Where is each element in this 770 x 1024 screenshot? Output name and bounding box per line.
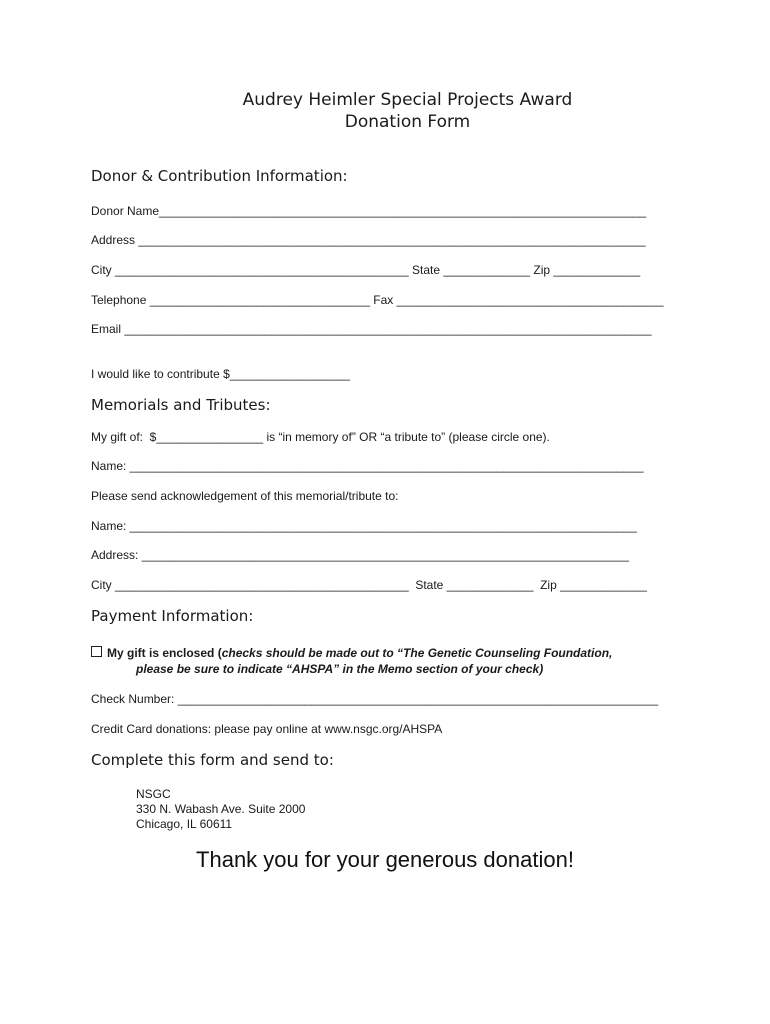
mailing-address-line: Chicago, IL 60611	[136, 817, 233, 831]
ack-address-field[interactable]: Address: _________________________________________________________________________	[91, 548, 629, 562]
memorial-name-field[interactable]: Name: _____________________________________________________________________________	[91, 459, 644, 473]
credit-card-note: Credit Card donations: please pay online at www.nsgc.org/AHSPA	[91, 722, 443, 736]
contribution-amount-field[interactable]: I would like to contribute $__________________	[91, 367, 350, 381]
form-title: Audrey Heimler Special Projects Award	[242, 90, 573, 110]
gift-enclosed-note: please be sure to indicate “AHSPA” in the Memo section of your check)	[136, 662, 544, 676]
city-state-zip-field[interactable]: City ____________________________________________ State _____________ Zip _____________	[91, 263, 641, 277]
gift-of-field[interactable]: My gift of: $________________ is “in memory of” OR “a tribute to” (please circle one).	[91, 430, 550, 444]
payment-section-heading: Payment Information:	[91, 607, 254, 625]
email-field[interactable]: Email _______________________________________________________________________________	[91, 322, 652, 336]
mailing-address-line: 330 N. Wabash Ave. Suite 2000	[136, 802, 306, 816]
thank-you-message: Thank you for your generous donation!	[196, 847, 574, 872]
check-number-field[interactable]: Check Number: ________________________________________________________________________	[91, 692, 659, 706]
ack-city-state-zip-field[interactable]: City ____________________________________________ State _____________ Zip _____________	[91, 578, 647, 592]
gift-enclosed-label: My gift is enclosed (checks should be made out to “The Genetic Counseling Foundation,	[107, 646, 613, 660]
telephone-fax-field[interactable]: Telephone _________________________________ Fax ________________________________________	[91, 293, 664, 307]
gift-enclosed-checkbox[interactable]	[91, 646, 102, 657]
donor-section-heading: Donor & Contribution Information:	[91, 167, 348, 185]
address-field[interactable]: Address ____________________________________________________________________________	[91, 233, 646, 247]
donor-name-field[interactable]: Donor Name_________________________________________________________________________	[91, 204, 647, 218]
mailing-address-line: NSGC	[136, 787, 171, 801]
send-section-heading: Complete this form and send to:	[91, 751, 334, 769]
send-acknowledgement-label: Please send acknowledgement of this memorial/tribute to:	[91, 489, 399, 503]
memorials-section-heading: Memorials and Tributes:	[91, 396, 271, 414]
ack-name-field[interactable]: Name: ____________________________________________________________________________	[91, 519, 637, 533]
form-subtitle: Donation Form	[344, 112, 471, 132]
